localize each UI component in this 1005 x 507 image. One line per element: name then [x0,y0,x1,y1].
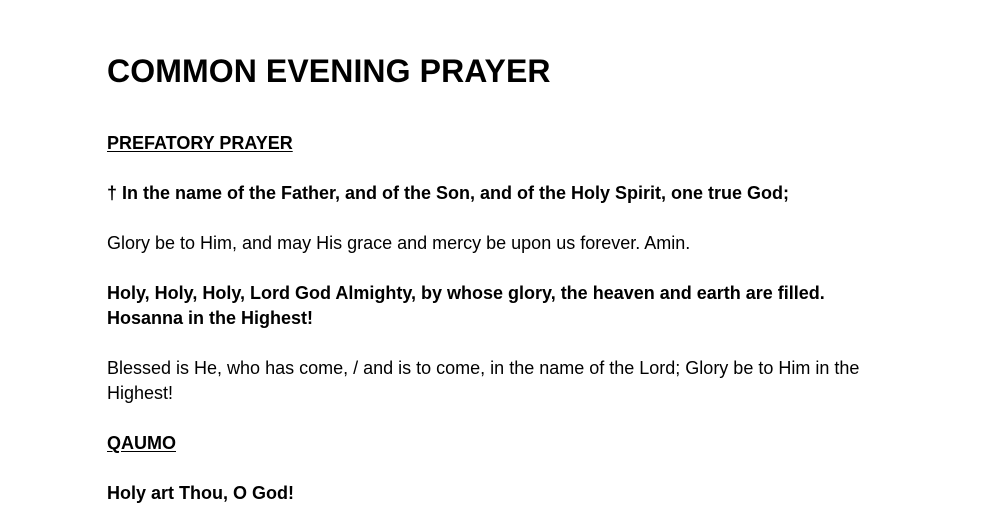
prayer-line-hosanna: Hosanna in the Highest! [107,308,314,328]
prayer-line-blessed: Blessed is He, who has come, / and is to come, in the name of the Lord; Glory be to Him in the [107,358,860,378]
section-heading-qaumo: QAUMO [107,433,176,453]
prayer-line-holy-holy-holy: Holy, Holy, Holy, Lord God Almighty, by whose glory, the heaven and earth are filled. [107,283,825,303]
section-heading-prefatory-prayer: PREFATORY PRAYER [107,133,293,153]
document-title: COMMON EVENING PRAYER [107,53,551,89]
prayer-line-blessed-continued: Highest! [107,383,174,403]
prayer-line-holy-art-thou: Holy art Thou, O God! [107,483,294,503]
prayer-line-invocation: † In the name of the Father, and of the Son, and of the Holy Spirit, one true God; [107,183,790,203]
prayer-line-glory: Glory be to Him, and may His grace and mercy be upon us forever. Amin. [107,233,691,253]
